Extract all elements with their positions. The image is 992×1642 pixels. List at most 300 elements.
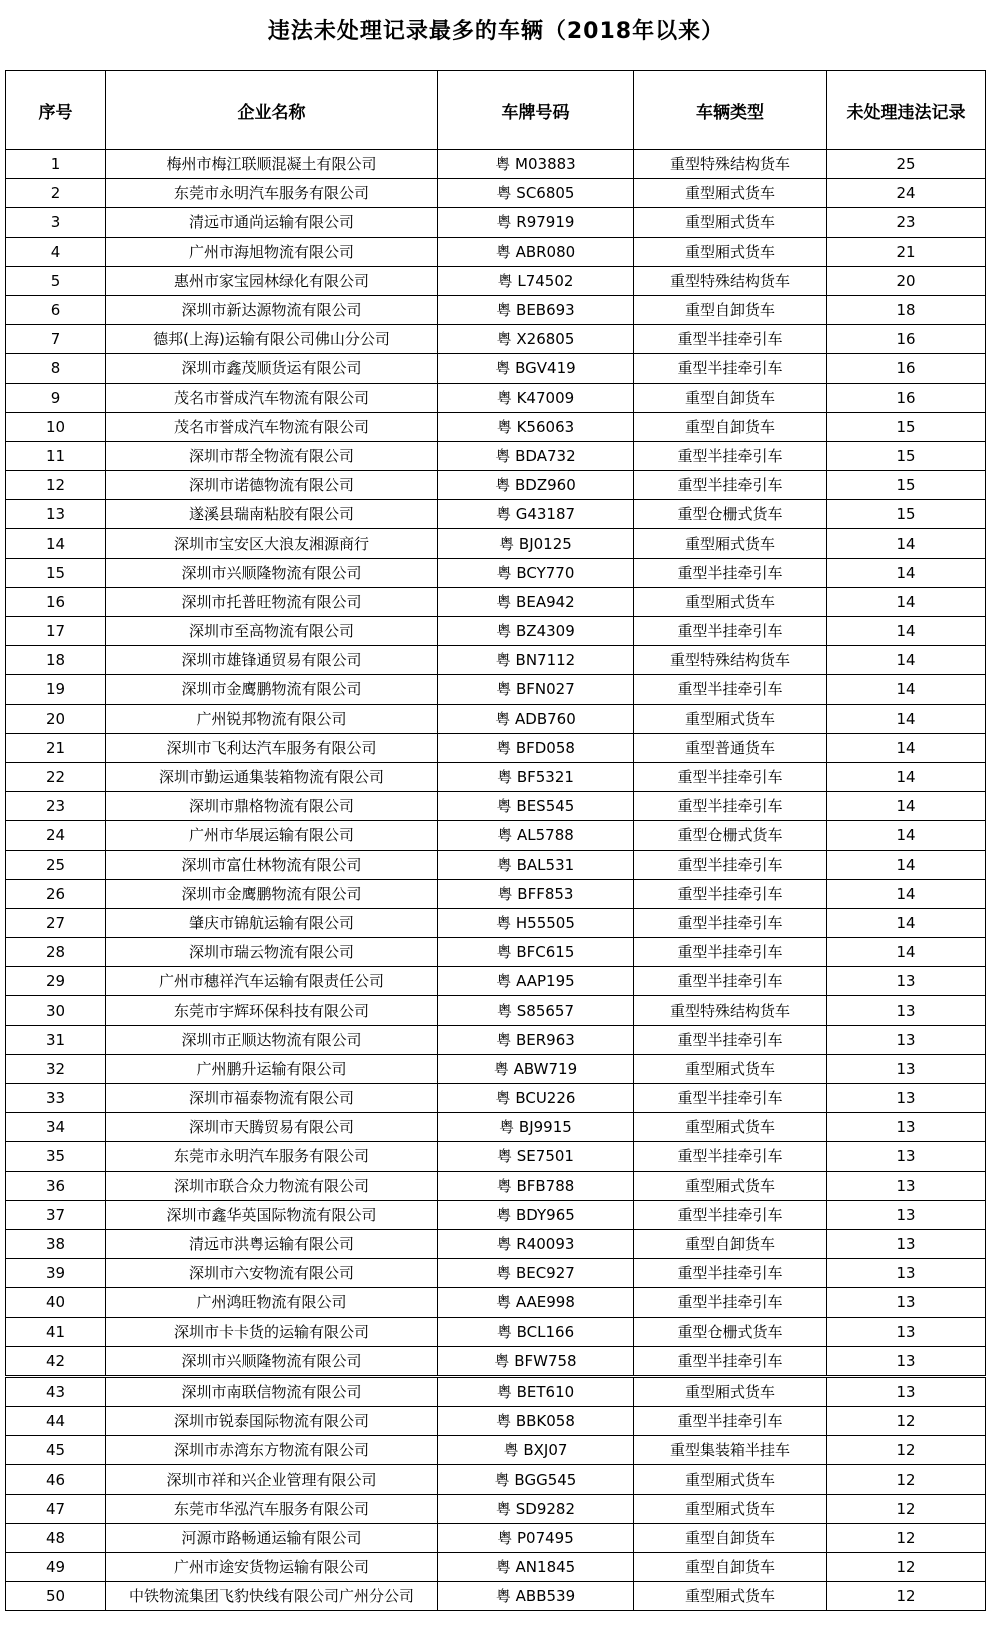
table-row <box>6 1407 986 1436</box>
cell-company: 德邦(上海)运输有限公司佛山分公司 <box>106 325 438 354</box>
cell-plate: 粤 BJ9915 <box>438 1113 634 1142</box>
cell-violation-count: 25 <box>827 150 986 179</box>
cell-index: 43 <box>6 1376 106 1406</box>
cell-company: 深圳市六安物流有限公司 <box>106 1259 438 1288</box>
cell-violation-count: 14 <box>827 850 986 879</box>
cell-plate: 粤 ABR080 <box>438 237 634 266</box>
cell-company: 深圳市天腾贸易有限公司 <box>106 1113 438 1142</box>
cell-vehicle-type: 重型半挂牵引车 <box>634 967 827 996</box>
cell-violation-count: 14 <box>827 792 986 821</box>
cell-index: 29 <box>6 967 106 996</box>
table-row <box>6 1317 986 1346</box>
cell-company: 深圳市赤湾东方物流有限公司 <box>106 1436 438 1465</box>
cell-violation-count: 14 <box>827 617 986 646</box>
cell-company: 深圳市金鹰鹏物流有限公司 <box>106 675 438 704</box>
cell-vehicle-type: 重型厢式货车 <box>634 529 827 558</box>
cell-violation-count: 12 <box>827 1436 986 1465</box>
cell-company: 深圳市鼎格物流有限公司 <box>106 792 438 821</box>
cell-plate: 粤 BFW758 <box>438 1346 634 1376</box>
table-row <box>6 1259 986 1288</box>
cell-vehicle-type: 重型半挂牵引车 <box>634 325 827 354</box>
cell-violation-count: 15 <box>827 412 986 441</box>
cell-violation-count: 14 <box>827 675 986 704</box>
cell-plate: 粤 SD9282 <box>438 1494 634 1523</box>
cell-violation-count: 13 <box>827 967 986 996</box>
cell-vehicle-type: 重型半挂牵引车 <box>634 1288 827 1317</box>
cell-plate: 粤 BF5321 <box>438 762 634 791</box>
cell-violation-count: 13 <box>827 1200 986 1229</box>
cell-violation-count: 16 <box>827 383 986 412</box>
cell-vehicle-type: 重型厢式货车 <box>634 208 827 237</box>
table-row <box>6 1465 986 1494</box>
cell-vehicle-type: 重型半挂牵引车 <box>634 675 827 704</box>
cell-company: 河源市路畅通运输有限公司 <box>106 1523 438 1552</box>
cell-company: 深圳市兴顺隆物流有限公司 <box>106 558 438 587</box>
table-row <box>6 850 986 879</box>
table-row <box>6 208 986 237</box>
table-row <box>6 938 986 967</box>
cell-plate: 粤 BEA942 <box>438 587 634 616</box>
cell-company: 深圳市富仕林物流有限公司 <box>106 850 438 879</box>
cell-plate: 粤 AL5788 <box>438 821 634 850</box>
cell-company: 深圳市金鹰鹏物流有限公司 <box>106 879 438 908</box>
header-violation-count: 未处理违法记录 <box>827 71 986 150</box>
cell-company: 深圳市新达源物流有限公司 <box>106 295 438 324</box>
cell-plate: 粤 L74502 <box>438 266 634 295</box>
cell-company: 中铁物流集团飞豹快线有限公司广州分公司 <box>106 1582 438 1611</box>
cell-company: 深圳市托普旺物流有限公司 <box>106 587 438 616</box>
cell-violation-count: 15 <box>827 471 986 500</box>
header-vehicle-type: 车辆类型 <box>634 71 827 150</box>
cell-vehicle-type: 重型厢式货车 <box>634 704 827 733</box>
cell-violation-count: 14 <box>827 704 986 733</box>
cell-index: 45 <box>6 1436 106 1465</box>
cell-company: 广州鹏升运输有限公司 <box>106 1054 438 1083</box>
cell-index: 34 <box>6 1113 106 1142</box>
cell-plate: 粤 X26805 <box>438 325 634 354</box>
cell-plate: 粤 BZ4309 <box>438 617 634 646</box>
cell-index: 15 <box>6 558 106 587</box>
cell-violation-count: 15 <box>827 441 986 470</box>
cell-index: 19 <box>6 675 106 704</box>
cell-violation-count: 13 <box>827 1025 986 1054</box>
cell-violation-count: 13 <box>827 1376 986 1406</box>
cell-vehicle-type: 重型半挂牵引车 <box>634 1346 827 1376</box>
table-row <box>6 150 986 179</box>
cell-plate: 粤 BBK058 <box>438 1407 634 1436</box>
cell-plate: 粤 SE7501 <box>438 1142 634 1171</box>
cell-violation-count: 12 <box>827 1582 986 1611</box>
cell-index: 13 <box>6 500 106 529</box>
cell-violation-count: 23 <box>827 208 986 237</box>
table-row <box>6 675 986 704</box>
cell-vehicle-type: 重型自卸货车 <box>634 383 827 412</box>
cell-plate: 粤 BER963 <box>438 1025 634 1054</box>
cell-violation-count: 24 <box>827 179 986 208</box>
cell-index: 3 <box>6 208 106 237</box>
cell-violation-count: 14 <box>827 733 986 762</box>
cell-violation-count: 14 <box>827 879 986 908</box>
cell-plate: 粤 K47009 <box>438 383 634 412</box>
cell-plate: 粤 S85657 <box>438 996 634 1025</box>
cell-plate: 粤 ADB760 <box>438 704 634 733</box>
table-body <box>6 150 986 1611</box>
cell-index: 12 <box>6 471 106 500</box>
table-row <box>6 762 986 791</box>
cell-plate: 粤 BFC615 <box>438 938 634 967</box>
table-row <box>6 529 986 558</box>
cell-vehicle-type: 重型厢式货车 <box>634 587 827 616</box>
cell-plate: 粤 BGG545 <box>438 1465 634 1494</box>
cell-vehicle-type: 重型半挂牵引车 <box>634 938 827 967</box>
cell-plate: 粤 BXJ07 <box>438 1436 634 1465</box>
cell-vehicle-type: 重型集装箱半挂车 <box>634 1436 827 1465</box>
cell-index: 40 <box>6 1288 106 1317</box>
cell-violation-count: 14 <box>827 558 986 587</box>
cell-company: 广州市途安货物运输有限公司 <box>106 1553 438 1582</box>
cell-index: 4 <box>6 237 106 266</box>
cell-company: 深圳市勤运通集装箱物流有限公司 <box>106 762 438 791</box>
cell-vehicle-type: 重型半挂牵引车 <box>634 762 827 791</box>
cell-vehicle-type: 重型厢式货车 <box>634 1582 827 1611</box>
cell-violation-count: 12 <box>827 1523 986 1552</box>
cell-index: 42 <box>6 1346 106 1376</box>
cell-company: 肇庆市锦航运输有限公司 <box>106 908 438 937</box>
cell-vehicle-type: 重型半挂牵引车 <box>634 441 827 470</box>
cell-index: 17 <box>6 617 106 646</box>
cell-plate: 粤 AAP195 <box>438 967 634 996</box>
table-row <box>6 1494 986 1523</box>
cell-vehicle-type: 重型自卸货车 <box>634 1523 827 1552</box>
table-row <box>6 1113 986 1142</box>
cell-company: 深圳市正顺达物流有限公司 <box>106 1025 438 1054</box>
cell-vehicle-type: 重型半挂牵引车 <box>634 354 827 383</box>
cell-index: 8 <box>6 354 106 383</box>
table-row <box>6 1025 986 1054</box>
cell-plate: 粤 SC6805 <box>438 179 634 208</box>
table-row <box>6 646 986 675</box>
table-row <box>6 412 986 441</box>
cell-violation-count: 16 <box>827 325 986 354</box>
cell-violation-count: 13 <box>827 1054 986 1083</box>
cell-index: 35 <box>6 1142 106 1171</box>
table-row <box>6 733 986 762</box>
cell-violation-count: 16 <box>827 354 986 383</box>
cell-index: 5 <box>6 266 106 295</box>
cell-company: 东莞市华泓汽车服务有限公司 <box>106 1494 438 1523</box>
table-row <box>6 325 986 354</box>
cell-index: 32 <box>6 1054 106 1083</box>
cell-company: 清远市通尚运输有限公司 <box>106 208 438 237</box>
cell-company: 深圳市兴顺隆物流有限公司 <box>106 1346 438 1376</box>
cell-index: 26 <box>6 879 106 908</box>
cell-violation-count: 14 <box>827 646 986 675</box>
cell-plate: 粤 BCY770 <box>438 558 634 587</box>
cell-plate: 粤 R97919 <box>438 208 634 237</box>
cell-vehicle-type: 重型半挂牵引车 <box>634 558 827 587</box>
cell-violation-count: 13 <box>827 1288 986 1317</box>
cell-plate: 粤 G43187 <box>438 500 634 529</box>
cell-index: 1 <box>6 150 106 179</box>
cell-plate: 粤 H55505 <box>438 908 634 937</box>
cell-violation-count: 14 <box>827 587 986 616</box>
cell-vehicle-type: 重型仓栅式货车 <box>634 1317 827 1346</box>
cell-company: 广州锐邦物流有限公司 <box>106 704 438 733</box>
table-row <box>6 1376 986 1406</box>
cell-plate: 粤 BDZ960 <box>438 471 634 500</box>
cell-company: 惠州市家宝园林绿化有限公司 <box>106 266 438 295</box>
cell-plate: 粤 BDY965 <box>438 1200 634 1229</box>
cell-vehicle-type: 重型半挂牵引车 <box>634 1259 827 1288</box>
cell-company: 深圳市鑫茂顺货运有限公司 <box>106 354 438 383</box>
cell-vehicle-type: 重型仓栅式货车 <box>634 500 827 529</box>
cell-vehicle-type: 重型半挂牵引车 <box>634 908 827 937</box>
cell-violation-count: 21 <box>827 237 986 266</box>
cell-company: 深圳市诺德物流有限公司 <box>106 471 438 500</box>
cell-plate: 粤 AAE998 <box>438 1288 634 1317</box>
table-row <box>6 558 986 587</box>
cell-vehicle-type: 重型厢式货车 <box>634 1054 827 1083</box>
cell-index: 6 <box>6 295 106 324</box>
table-row <box>6 354 986 383</box>
cell-plate: 粤 BN7112 <box>438 646 634 675</box>
cell-company: 深圳市宝安区大浪友湘源商行 <box>106 529 438 558</box>
table-row <box>6 792 986 821</box>
cell-vehicle-type: 重型厢式货车 <box>634 1465 827 1494</box>
cell-company: 清远市洪粤运输有限公司 <box>106 1229 438 1258</box>
cell-vehicle-type: 重型半挂牵引车 <box>634 1025 827 1054</box>
cell-index: 16 <box>6 587 106 616</box>
cell-plate: 粤 ABW719 <box>438 1054 634 1083</box>
cell-plate: 粤 BEC927 <box>438 1259 634 1288</box>
cell-vehicle-type: 重型厢式货车 <box>634 1113 827 1142</box>
cell-vehicle-type: 重型特殊结构货车 <box>634 150 827 179</box>
cell-index: 28 <box>6 938 106 967</box>
table-row <box>6 179 986 208</box>
table-row <box>6 266 986 295</box>
cell-violation-count: 13 <box>827 1142 986 1171</box>
cell-violation-count: 14 <box>827 529 986 558</box>
cell-company: 深圳市南联信物流有限公司 <box>106 1376 438 1406</box>
cell-violation-count: 12 <box>827 1407 986 1436</box>
cell-vehicle-type: 重型半挂牵引车 <box>634 1407 827 1436</box>
cell-plate: 粤 BET610 <box>438 1376 634 1406</box>
cell-index: 33 <box>6 1084 106 1113</box>
table-row <box>6 879 986 908</box>
cell-vehicle-type: 重型特殊结构货车 <box>634 266 827 295</box>
cell-index: 23 <box>6 792 106 821</box>
cell-plate: 粤 BFD058 <box>438 733 634 762</box>
cell-vehicle-type: 重型半挂牵引车 <box>634 850 827 879</box>
cell-plate: 粤 BEB693 <box>438 295 634 324</box>
cell-vehicle-type: 重型自卸货车 <box>634 295 827 324</box>
cell-vehicle-type: 重型半挂牵引车 <box>634 617 827 646</box>
cell-company: 梅州市梅江联顺混凝土有限公司 <box>106 150 438 179</box>
cell-vehicle-type: 重型厢式货车 <box>634 1376 827 1406</box>
cell-vehicle-type: 重型半挂牵引车 <box>634 1142 827 1171</box>
cell-index: 37 <box>6 1200 106 1229</box>
cell-index: 36 <box>6 1171 106 1200</box>
cell-index: 30 <box>6 996 106 1025</box>
table-row <box>6 1171 986 1200</box>
cell-company: 东莞市永明汽车服务有限公司 <box>106 179 438 208</box>
cell-violation-count: 12 <box>827 1553 986 1582</box>
cell-plate: 粤 AN1845 <box>438 1553 634 1582</box>
table-row <box>6 1288 986 1317</box>
cell-company: 茂名市誉成汽车物流有限公司 <box>106 412 438 441</box>
cell-plate: 粤 BCL166 <box>438 1317 634 1346</box>
cell-index: 14 <box>6 529 106 558</box>
cell-vehicle-type: 重型厢式货车 <box>634 1494 827 1523</box>
cell-violation-count: 14 <box>827 762 986 791</box>
table-row <box>6 1582 986 1611</box>
cell-vehicle-type: 重型特殊结构货车 <box>634 646 827 675</box>
table-row <box>6 1553 986 1582</box>
cell-company: 深圳市祥和兴企业管理有限公司 <box>106 1465 438 1494</box>
cell-company: 深圳市飞利达汽车服务有限公司 <box>106 733 438 762</box>
table-row <box>6 617 986 646</box>
table-row <box>6 500 986 529</box>
cell-violation-count: 12 <box>827 1465 986 1494</box>
cell-vehicle-type: 重型半挂牵引车 <box>634 879 827 908</box>
table-row <box>6 1200 986 1229</box>
cell-vehicle-type: 重型特殊结构货车 <box>634 996 827 1025</box>
cell-violation-count: 13 <box>827 1229 986 1258</box>
cell-vehicle-type: 重型半挂牵引车 <box>634 1084 827 1113</box>
table-row <box>6 441 986 470</box>
cell-company: 深圳市帮全物流有限公司 <box>106 441 438 470</box>
cell-vehicle-type: 重型自卸货车 <box>634 1229 827 1258</box>
cell-plate: 粤 M03883 <box>438 150 634 179</box>
cell-violation-count: 14 <box>827 908 986 937</box>
cell-company: 深圳市联合众力物流有限公司 <box>106 1171 438 1200</box>
cell-index: 48 <box>6 1523 106 1552</box>
cell-violation-count: 18 <box>827 295 986 324</box>
cell-company: 广州市海旭物流有限公司 <box>106 237 438 266</box>
cell-company: 深圳市卡卡货的运输有限公司 <box>106 1317 438 1346</box>
cell-violation-count: 13 <box>827 1259 986 1288</box>
cell-violation-count: 13 <box>827 1317 986 1346</box>
cell-plate: 粤 BFB788 <box>438 1171 634 1200</box>
cell-index: 22 <box>6 762 106 791</box>
cell-index: 27 <box>6 908 106 937</box>
table-row <box>6 237 986 266</box>
cell-company: 广州市华展运输有限公司 <box>106 821 438 850</box>
cell-plate: 粤 BAL531 <box>438 850 634 879</box>
cell-violation-count: 15 <box>827 500 986 529</box>
cell-violation-count: 13 <box>827 1346 986 1376</box>
cell-company: 深圳市锐泰国际物流有限公司 <box>106 1407 438 1436</box>
cell-vehicle-type: 重型半挂牵引车 <box>634 1200 827 1229</box>
cell-company: 广州鸿旺物流有限公司 <box>106 1288 438 1317</box>
cell-vehicle-type: 重型厢式货车 <box>634 179 827 208</box>
cell-index: 38 <box>6 1229 106 1258</box>
header-index: 序号 <box>6 71 106 150</box>
cell-vehicle-type: 重型自卸货车 <box>634 1553 827 1582</box>
cell-company: 东莞市永明汽车服务有限公司 <box>106 1142 438 1171</box>
table-row <box>6 996 986 1025</box>
cell-violation-count: 14 <box>827 938 986 967</box>
cell-plate: 粤 BCU226 <box>438 1084 634 1113</box>
cell-vehicle-type: 重型仓栅式货车 <box>634 821 827 850</box>
cell-company: 东莞市宇辉环保科技有限公司 <box>106 996 438 1025</box>
cell-vehicle-type: 重型普通货车 <box>634 733 827 762</box>
table-row <box>6 1523 986 1552</box>
document-title: 违法未处理记录最多的车辆（2018年以来） <box>267 19 725 44</box>
cell-index: 11 <box>6 441 106 470</box>
cell-plate: 粤 K56063 <box>438 412 634 441</box>
cell-plate: 粤 R40093 <box>438 1229 634 1258</box>
header-plate: 车牌号码 <box>438 71 634 150</box>
cell-plate: 粤 BES545 <box>438 792 634 821</box>
cell-index: 41 <box>6 1317 106 1346</box>
header-company: 企业名称 <box>106 71 438 150</box>
cell-index: 21 <box>6 733 106 762</box>
cell-index: 2 <box>6 179 106 208</box>
cell-index: 49 <box>6 1553 106 1582</box>
cell-company: 深圳市鑫华英国际物流有限公司 <box>106 1200 438 1229</box>
cell-index: 31 <box>6 1025 106 1054</box>
cell-index: 25 <box>6 850 106 879</box>
cell-plate: 粤 ABB539 <box>438 1582 634 1611</box>
table-row <box>6 1084 986 1113</box>
table-row <box>6 704 986 733</box>
table-row <box>6 471 986 500</box>
cell-index: 24 <box>6 821 106 850</box>
cell-violation-count: 20 <box>827 266 986 295</box>
table-row <box>6 1142 986 1171</box>
cell-company: 深圳市雄锋通贸易有限公司 <box>106 646 438 675</box>
table-row <box>6 1054 986 1083</box>
cell-vehicle-type: 重型厢式货车 <box>634 237 827 266</box>
cell-vehicle-type: 重型厢式货车 <box>634 1171 827 1200</box>
cell-company: 茂名市誉成汽车物流有限公司 <box>106 383 438 412</box>
cell-vehicle-type: 重型半挂牵引车 <box>634 471 827 500</box>
cell-index: 18 <box>6 646 106 675</box>
cell-company: 深圳市瑞云物流有限公司 <box>106 938 438 967</box>
cell-company: 深圳市福泰物流有限公司 <box>106 1084 438 1113</box>
cell-violation-count: 13 <box>827 1084 986 1113</box>
table-row <box>6 295 986 324</box>
cell-vehicle-type: 重型半挂牵引车 <box>634 792 827 821</box>
cell-index: 20 <box>6 704 106 733</box>
table-row <box>6 967 986 996</box>
cell-violation-count: 13 <box>827 996 986 1025</box>
cell-violation-count: 13 <box>827 1113 986 1142</box>
cell-company: 遂溪县瑞南粘胶有限公司 <box>106 500 438 529</box>
table-row <box>6 1346 986 1376</box>
cell-violation-count: 14 <box>827 821 986 850</box>
table-row <box>6 908 986 937</box>
cell-plate: 粤 P07495 <box>438 1523 634 1552</box>
cell-index: 50 <box>6 1582 106 1611</box>
cell-plate: 粤 BDA732 <box>438 441 634 470</box>
cell-index: 47 <box>6 1494 106 1523</box>
cell-index: 39 <box>6 1259 106 1288</box>
violations-table <box>5 70 986 1611</box>
cell-plate: 粤 BJ0125 <box>438 529 634 558</box>
table-row <box>6 1229 986 1258</box>
cell-index: 10 <box>6 412 106 441</box>
cell-violation-count: 13 <box>827 1171 986 1200</box>
table-row <box>6 383 986 412</box>
table-header-row <box>6 71 986 150</box>
table-row <box>6 587 986 616</box>
cell-index: 7 <box>6 325 106 354</box>
cell-vehicle-type: 重型自卸货车 <box>634 412 827 441</box>
table-row <box>6 821 986 850</box>
table-row <box>6 1436 986 1465</box>
